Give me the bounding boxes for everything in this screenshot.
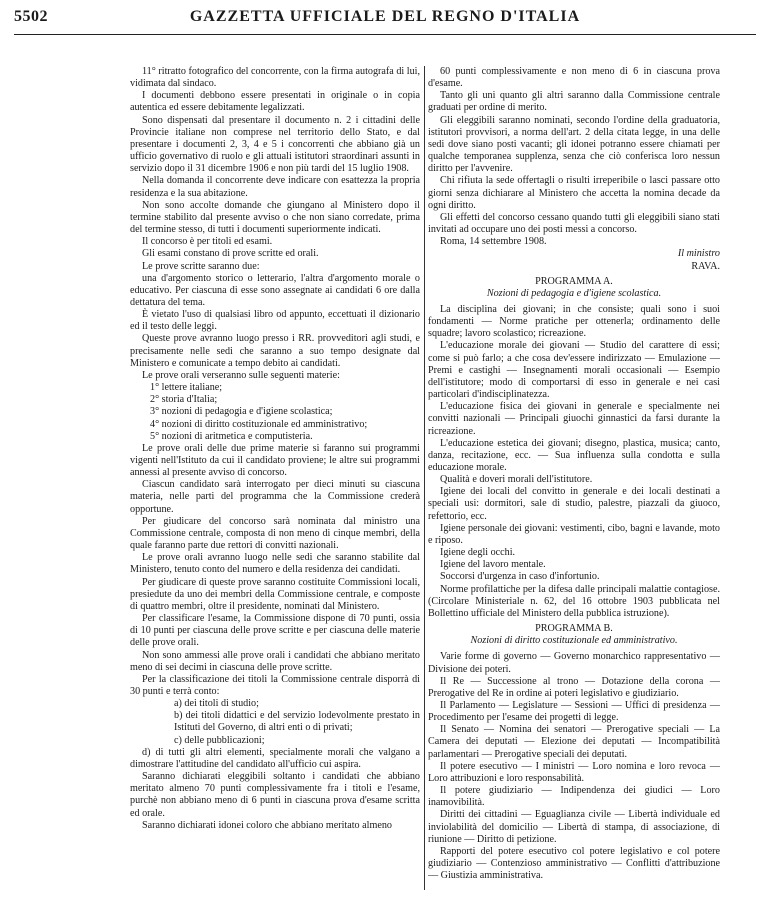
paragraph: Norme profilattiche per la difesa dalle principali malattie contagiose. (Circolare Ministeriale n. 62, del 16 ottobre 1903 pubblicata nel Bollettino ufficiale del Ministero della pubblica istruzione). xyxy=(428,583,720,619)
paragraph: Le prove orali delle due prime materie si faranno sui programmi vigenti nell'Istituto da cui il candidato proviene; le altre sui programmi annessi al presente avviso di concorso. xyxy=(130,442,420,479)
paragraph: Soccorsi d'urgenza in caso d'infortunio. xyxy=(440,571,600,583)
paragraph: Varie forme di governo — Governo monarchico rappresentativo — Divisione dei poteri. xyxy=(428,651,720,675)
paragraph: RAVA. xyxy=(691,260,720,272)
paragraph: La disciplina dei giovani; in che consiste; quali sono i suoi fondamenti — Norme pratiche per ottenerla; ordinamento delle squadre; lavoro scolastico; ricreazione. xyxy=(428,303,720,340)
left-column xyxy=(130,66,420,896)
paragraph: 2° storia d'Italia; xyxy=(150,394,218,406)
paragraph: Non sono ammessi alle prove orali i candidati che abbiano meritato meno di sei decimi in ciascuna delle prove scritte. xyxy=(130,649,420,673)
paragraph: Il potere esecutivo — I ministri — Loro nomina e loro revoca — Loro attribuzioni e loro responsabilità. xyxy=(428,760,720,784)
paragraph: Il ministro xyxy=(677,248,720,260)
paragraph: Igiene del lavoro mentale. xyxy=(440,559,546,571)
section-heading: PROGRAMMA A. xyxy=(535,275,613,287)
section-subtitle: Nozioni di pedagogia e d'igiene scolastica. xyxy=(486,287,662,299)
paragraph: Igiene dei locali del convitto in generale e dei locali destinati a speciali usi: dormitori, sale di studio, palestre, piazzali da giuoco, refettorio, ecc. xyxy=(428,486,720,522)
paragraph: Il concorso è per titoli ed esami. xyxy=(142,236,273,248)
page-header xyxy=(14,8,756,35)
column-divider xyxy=(424,66,425,890)
paragraph: È vietato l'uso di qualsiasi libro od appunto, eccettuati il dizionario ed il testo delle leggi. xyxy=(130,309,420,333)
paragraph: Roma, 14 settembre 1908. xyxy=(440,236,547,248)
paragraph: Il Parlamento — Legislature — Sessioni — Uffici di presidenza — Procedimento per l'esame dei progetti di legge. xyxy=(428,699,720,724)
paragraph: Igiene personale dei giovani: vestimenti, cibo, bagni e lavande, moto e riposo. xyxy=(428,522,720,546)
section-heading: PROGRAMMA B. xyxy=(535,623,613,635)
paragraph: Le prove orali verseranno sulle seguenti materie: xyxy=(142,369,340,381)
paragraph: Per giudicare del concorso sarà nominata dal ministro una Commissione centrale, composta di non meno di cinque membri, della quale faranno parte due rettori di convitti nazionali. xyxy=(130,515,420,552)
paragraph: Tanto gli uni quanto gli altri saranno dalla Commissione centrale graduati per ordine di merito. xyxy=(428,90,720,114)
paragraph: 4° nozioni di diritto costituzionale ed amministrativo; xyxy=(150,418,368,430)
page-number: 5502 xyxy=(14,8,48,25)
paragraph: L'educazione fisica dei giovani in generale e specialmente nei convitti nazionali — Principali giuochi ginnastici da farsi durante la ricreazione. xyxy=(428,401,720,437)
journal-title: GAZZETTA UFFICIALE DEL REGNO D'ITALIA xyxy=(189,8,581,25)
paragraph: una d'argomento storico o letterario, l'altra d'argomento morale o educativo. Per ciascuna di esse sono assegnate ai candidati 6 ore dalla dettatura del tema. xyxy=(130,272,420,308)
paragraph: Il potere giudiziario — Indipendenza dei giudici — Loro inamovibilità. xyxy=(428,785,720,809)
paragraph: Il Re — Successione al trono — Dotazione della corona — Prerogative del Re in ordine ai poteri legislativo e giudiziario. xyxy=(428,675,720,699)
paragraph: Le prove scritte saranno due: xyxy=(142,260,260,272)
paragraph: 11° ritratto fotografico del concorrente, con la firma autografa di lui, vidimata dal sindaco. xyxy=(130,66,420,90)
paragraph: 3° nozioni di pedagogia e d'igiene scolastica; xyxy=(150,406,333,418)
paragraph: 1° lettere italiane; xyxy=(150,382,223,394)
paragraph: Saranno dichiarati eleggibili soltanto i candidati che abbiano meritato almeno 70 punti complessivamente fra i titoli e l'esame, purchè non abbiano meno di 6 punti in ciascuna prova d'esame scritta ed orale. xyxy=(130,771,420,819)
paragraph: Gli eleggibili saranno nominati, secondo l'ordine della graduatoria, istitutori provvisori, a norma dell'art. 2 della citata legge, in una delle sedi dove siano posti vacanti; gli idonei potranno essere chiamati per qualche temporanea supplenza, senza che ciò conferisca loro nessun diritto per l'avvenire. xyxy=(428,114,720,175)
paragraph: a) dei titoli di studio; xyxy=(174,698,259,710)
paragraph: Qualità e doveri morali dell'istitutore. xyxy=(440,474,593,486)
paragraph: Sono dispensati dal presentare il documento n. 2 i cittadini delle Provincie italiane non comprese nel territorio dello Stato, e dal presentare i documenti 2, 3, 4 e 5 i concorrenti che abbiano già un ufficio governativo di ruolo e gli attuali istitutori straordinari assunti in servizio dopo il 31 dicembre 1906 e non più tardi del 15 luglio 1908. xyxy=(130,114,420,175)
paragraph: 60 punti complessivamente e non meno di 6 in ciascuna prova d'esame. xyxy=(428,66,720,90)
paragraph: Per giudicare di queste prove saranno costituite Commissioni locali, presiedute da uno dei membri della Commissione centrale, e composte di quattro membri, oltre il presidente, nominati dal Ministero. xyxy=(130,576,420,612)
paragraph: d) di tutti gli altri elementi, specialmente morali che valgano a dimostrare l'attitudine del candidato all'ufficio cui aspira. xyxy=(130,746,420,770)
paragraph: Ciascun candidato sarà interrogato per dieci minuti su ciascuna materia, nelle parti del programma che la Commissione crederà opportune. xyxy=(130,479,420,515)
paragraph: L'educazione estetica dei giovani; disegno, plastica, musica; canto, danza, recitazione, ecc. — Sua influenza sulla condotta e sulla educazione morale. xyxy=(428,437,720,473)
section-subtitle: Nozioni di diritto costituzionale ed amministrativo. xyxy=(470,635,678,647)
paragraph: Igiene degli occhi. xyxy=(440,547,516,559)
paragraph: Per la classificazione dei titoli la Commissione centrale disporrà di 30 punti e terrà conto: xyxy=(130,673,420,697)
paragraph: b) dei titoli didattici e del servizio lodevolmente prestato in Istituti del Governo, di altri enti o di privati; xyxy=(174,710,420,734)
paragraph: Gli effetti del concorso cessano quando tutti gli eleggibili siano stati invitati ad occupare uno dei posti messi a concorso. xyxy=(428,211,720,236)
paragraph: Le prove orali avranno luogo nelle sedi che saranno stabilite dal Ministero, tenuto conto del numero e della residenza dei candidati. xyxy=(130,552,420,576)
paragraph: Rapporti del potere esecutivo col potere legislativo e col potere giudiziario — Contenzioso amministrativo — Conflitti d'attribuzione — Giustizia amministrativa. xyxy=(428,845,720,882)
paragraph: Queste prove avranno luogo presso i RR. provveditori agli studi, e precisamente nelle sedi che saranno a suo tempo designate dal Ministero e comunicate a tempo debito ai candidati. xyxy=(130,333,420,369)
paragraph: Gli esami constano di prove scritte ed orali. xyxy=(142,248,319,260)
paragraph: Per classificare l'esame, la Commissione dispone di 70 punti, ossia di 10 punti per ciascuna delle prove scritte e per ciascuna delle materie delle prove orali. xyxy=(130,613,420,649)
paragraph: 5° nozioni di aritmetica e computisteria. xyxy=(150,430,313,442)
paragraph: Chi rifiuta la sede offertagli o risulti irreperibile o lasci passare otto giorni senza dichiarare al Ministero che accetta la nomina decade da ogni diritto. xyxy=(428,175,720,211)
paragraph: I documenti debbono essere presentati in originale o in copia autentica ed essere debitamente legalizzati. xyxy=(130,90,420,114)
paragraph: c) delle pubblicazioni; xyxy=(174,734,265,746)
paragraph: L'educazione morale dei giovani — Studio del carattere di essi; come si può farlo; a che cosa dev'essere indirizzato — Emulazione — Premi e castighi — Insegnamenti morali occasionali — Esempio dell'istitutore; modo di comportarsi di esso in generale e nei casi particolari d'indisciplinatezza. xyxy=(428,340,720,401)
paragraph: Il Senato — Nomina dei senatori — Prerogative speciali — La Camera dei deputati — Elezione dei deputati — Incompatibilità parlamentari — Prerogative speciali dei deputati. xyxy=(428,724,720,760)
paragraph: Non sono accolte domande che giungano al Ministero dopo il termine stabilito dal presente avviso o che non siano corredate, prima del termine stesso, di tutti i documenti superiormente indicati. xyxy=(130,199,420,236)
right-column xyxy=(428,66,720,896)
paragraph: Nella domanda il concorrente deve indicare con esattezza la propria residenza e la sua abitazione. xyxy=(130,175,420,199)
paragraph: Diritti dei cittadini — Eguaglianza civile — Libertà individuale ed inviolabilità del domicilio — Libertà di stampa, di associazione, di riunione — Diritto di petizione. xyxy=(428,809,720,845)
paragraph: Saranno dichiarati idonei coloro che abbiano meritato almeno xyxy=(142,819,392,831)
